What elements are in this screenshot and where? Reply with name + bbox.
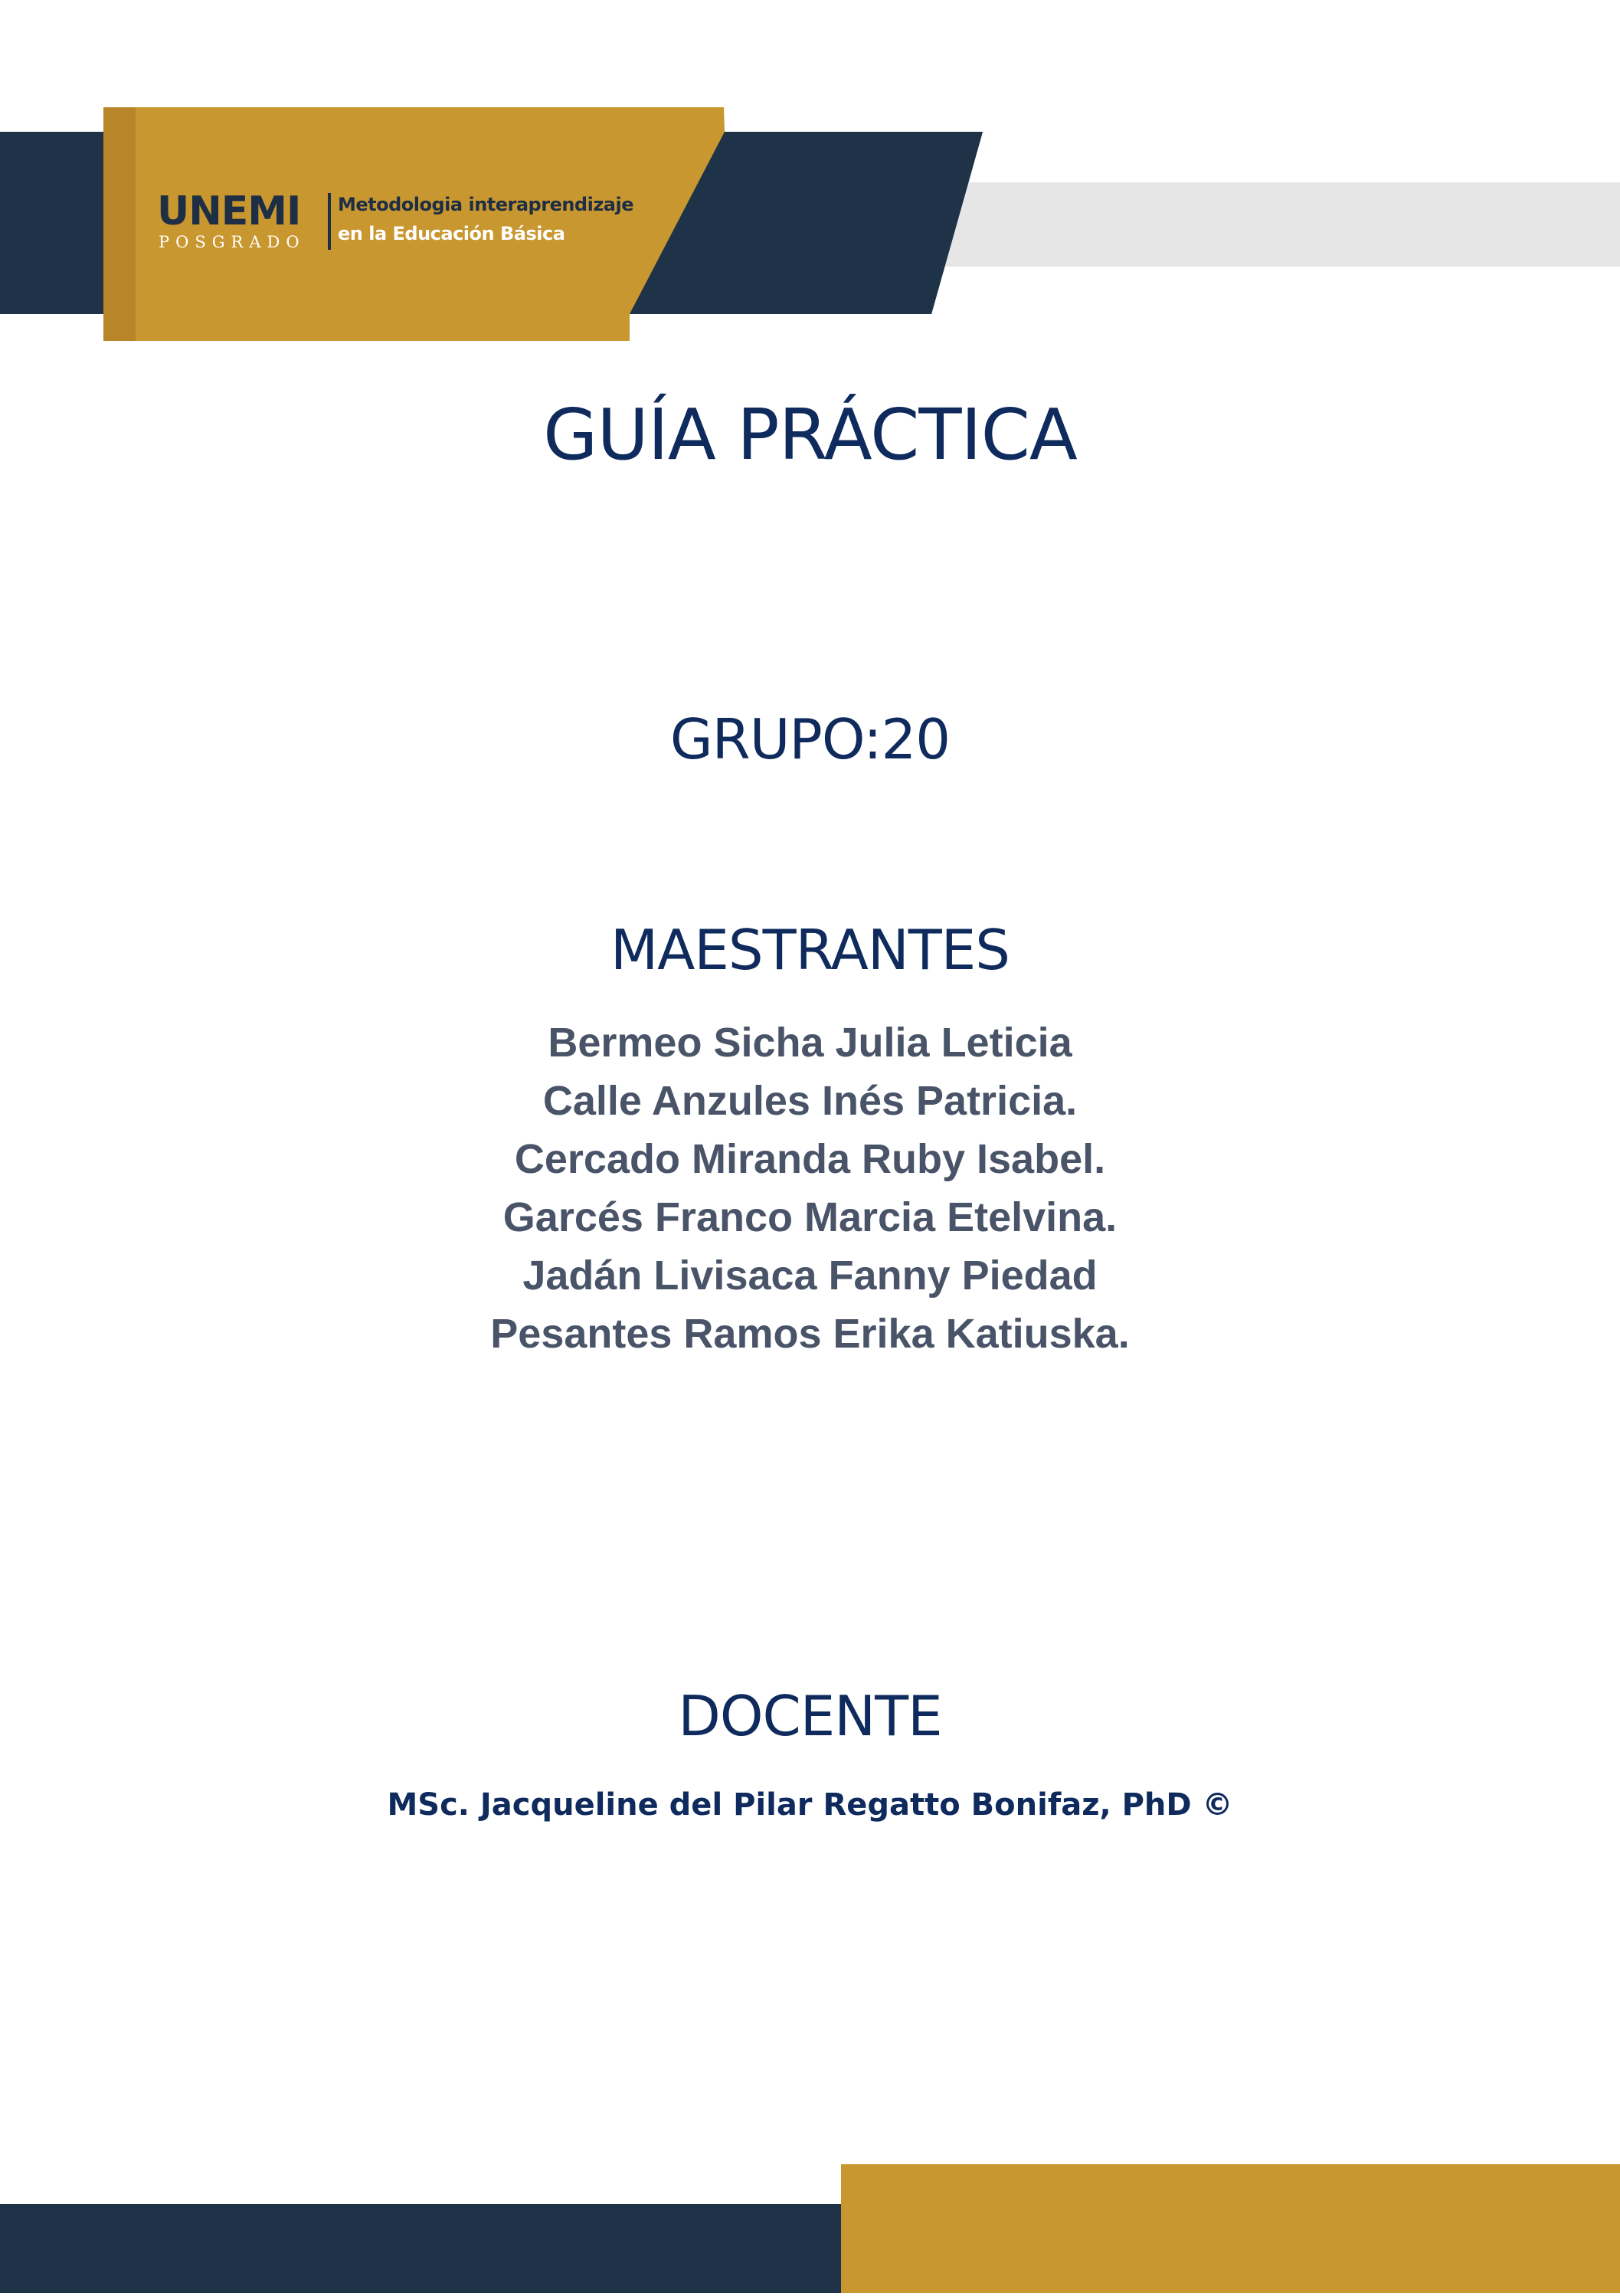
footer-navy-bar (0, 2204, 843, 2293)
header-banner (0, 0, 1620, 352)
footer-bars (0, 2145, 1620, 2293)
gray-stripe (904, 182, 1620, 267)
footer-graphic (0, 2145, 1620, 2293)
program-name-line-2: en la Educación Básica (338, 223, 565, 244)
logo-divider (328, 193, 331, 250)
student-name: Garcés Franco Marcia Etelvina. (502, 1194, 1118, 1240)
student-name: Calle Anzules Inés Patricia. (542, 1078, 1078, 1124)
logo (157, 190, 632, 267)
students-heading: MAESTRANTES (610, 918, 1010, 982)
student-name: Bermeo Sicha Julia Leticia (548, 1020, 1072, 1066)
teacher-name: MSc. Jacqueline del Pilar Regatto Bonifaz, PhD © (387, 1787, 1233, 1823)
teacher-heading: DOCENTE (678, 1684, 942, 1748)
student-list (0, 1014, 1620, 1363)
student-name: Pesantes Ramos Erika Katiuska. (490, 1311, 1130, 1357)
student-name: Cercado Miranda Ruby Isabel. (514, 1136, 1106, 1182)
header-banner-graphic (0, 0, 1620, 352)
logo-brand: UNEMI (157, 188, 301, 234)
group-label: GRUPO:20 (669, 707, 951, 771)
logo-subbrand: POSGRADO (159, 233, 306, 251)
program-name-line-1: Metodologia interaprendizaje (338, 194, 634, 215)
student-name: Jadán Livisaca Fanny Piedad (522, 1253, 1098, 1299)
footer-gold-bar (841, 2164, 1620, 2293)
document-title: GUÍA PRÁCTICA (543, 394, 1077, 476)
gold-panel-edge (103, 107, 136, 341)
